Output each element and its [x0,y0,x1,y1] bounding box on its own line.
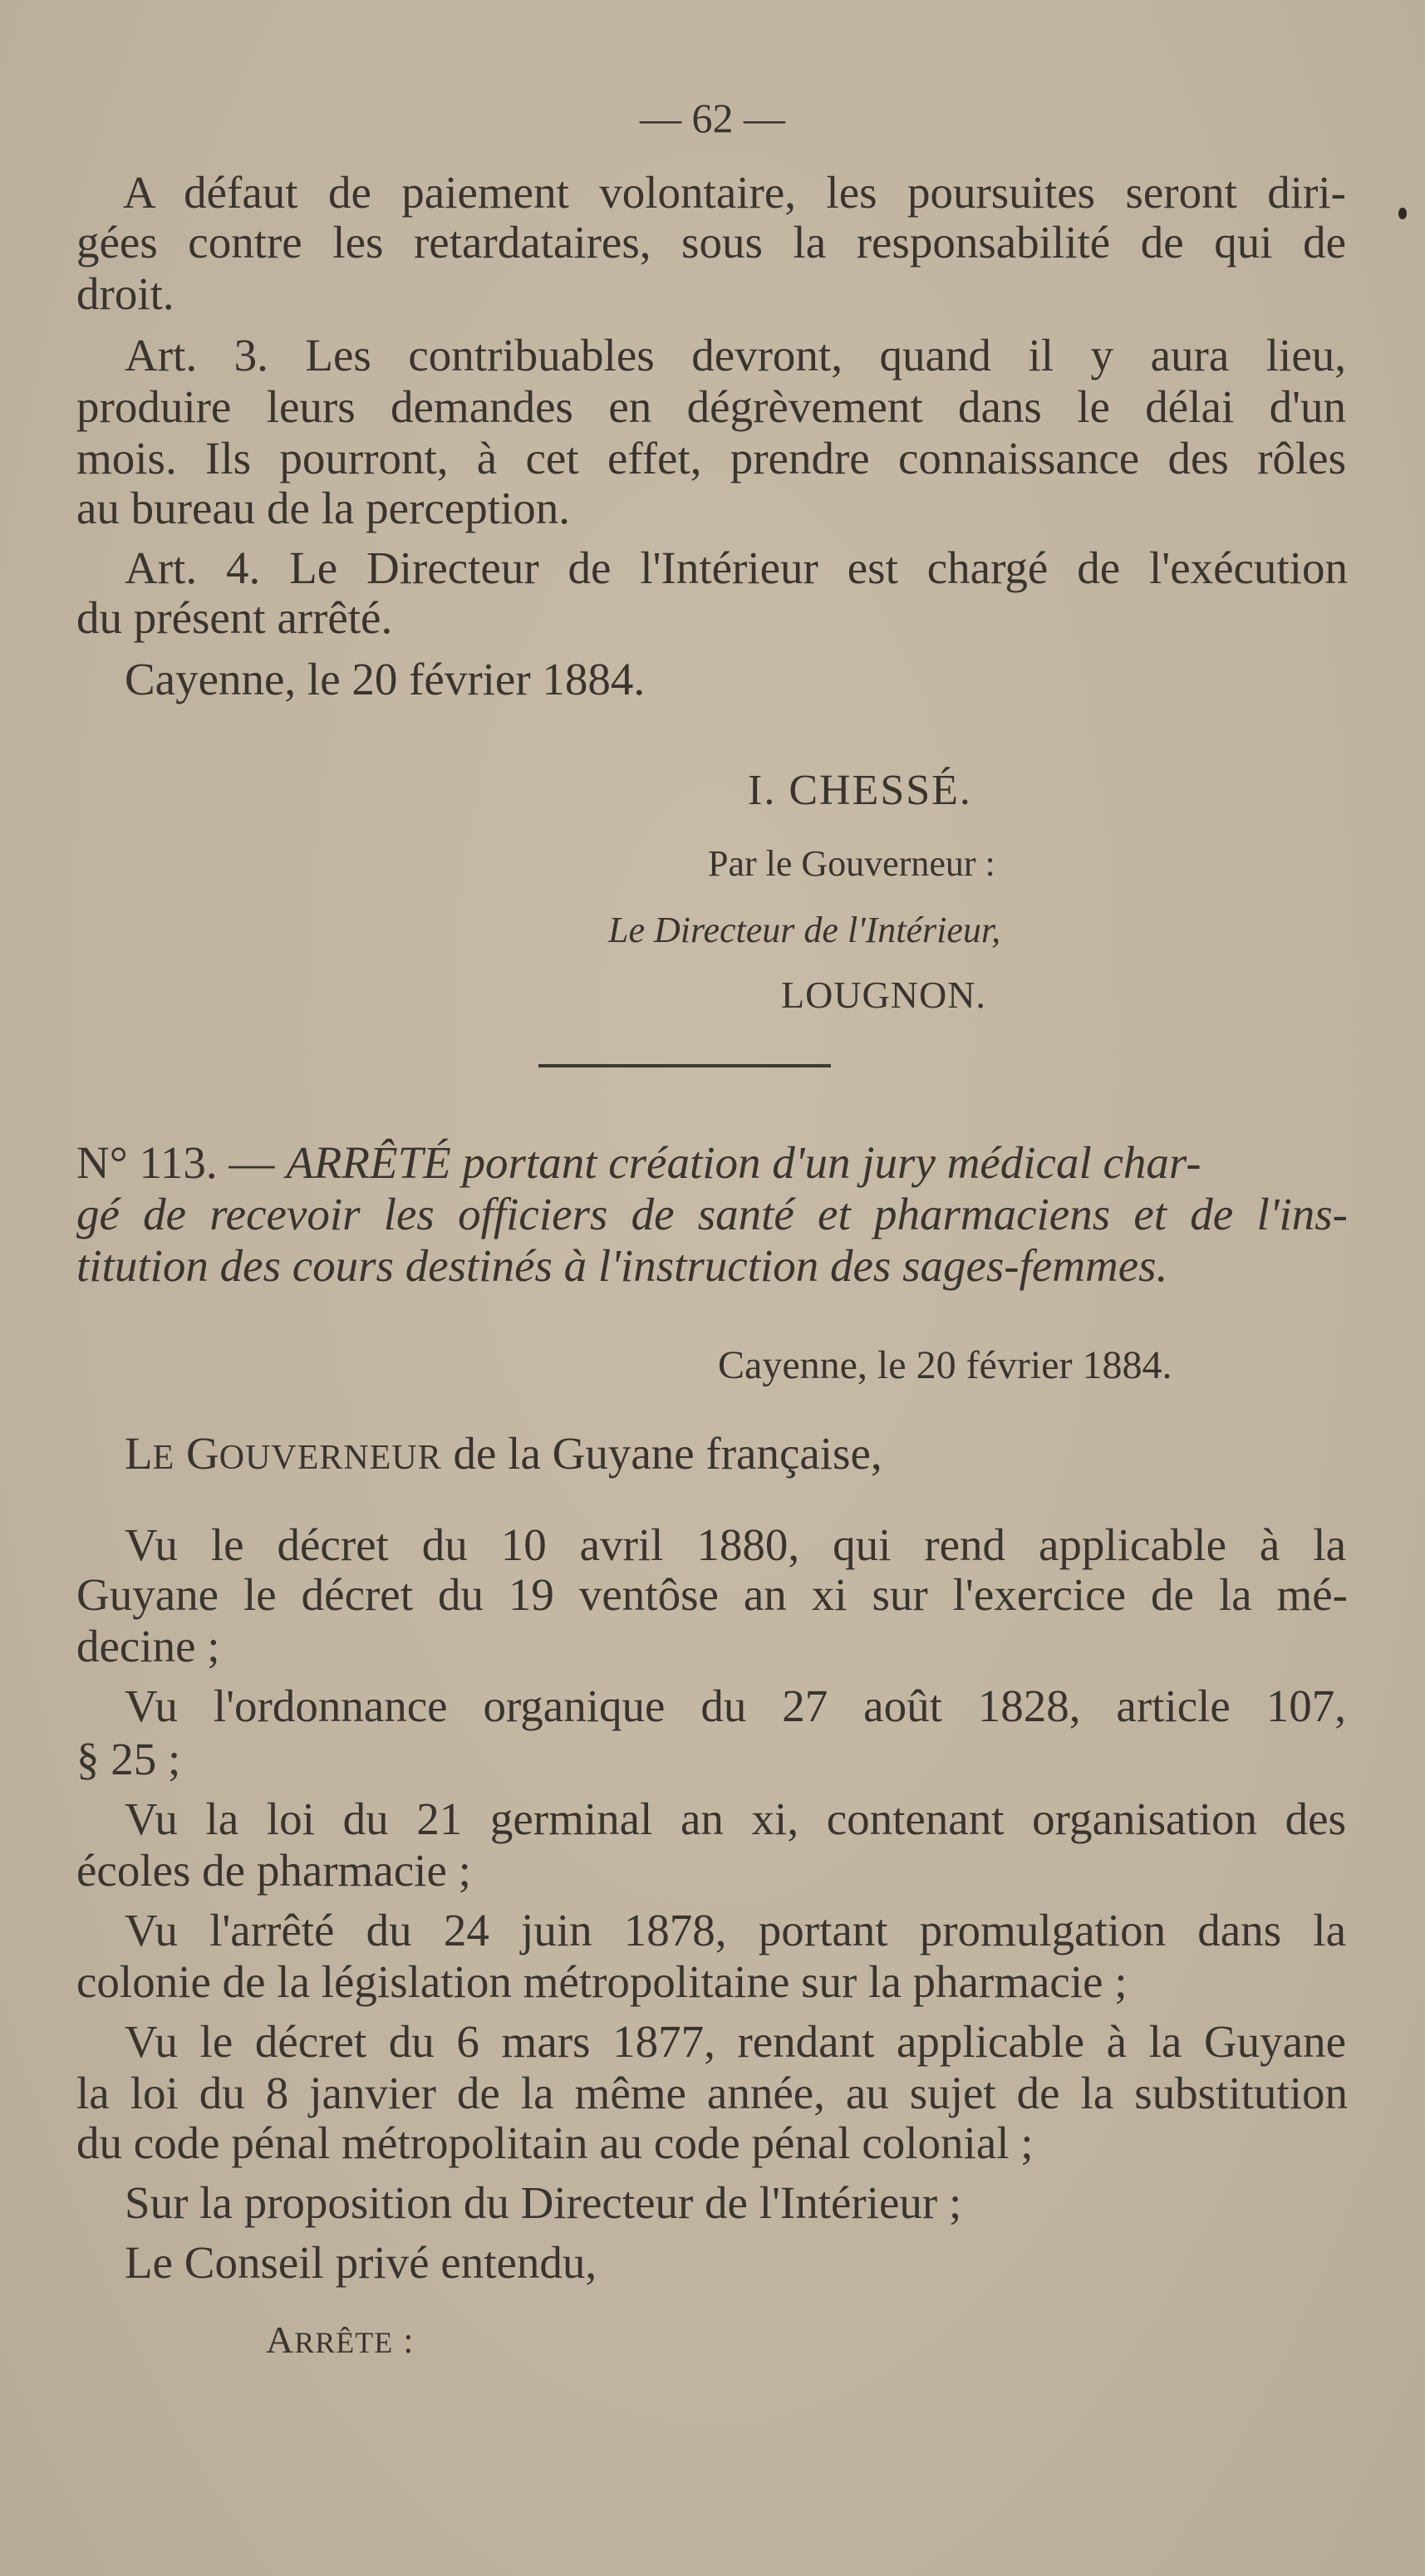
text-line-6: mois. Ils pourront, à cet effet, prendre connaissance des rôles [76,433,1346,483]
body-line-6: Vu la loi du 21 germinal an xi, contenant organisation des [125,1793,1346,1844]
margin-ink-dot [1398,208,1407,219]
arrete-verb-2: RRÊTE [294,2326,394,2359]
signature-name: I. CHESSÉ. [748,767,972,814]
body-line-12: du code pénal métropolitain au code pénal colonial ; [76,2117,1034,2168]
page-number: — 62 — [640,95,785,141]
gov-sc-1: L [125,1428,153,1479]
body-line-11: la loi du 8 janvier de la même année, au sujet de la substitution [76,2068,1348,2118]
text-line-5: produire leurs demandes en dégrèvement dans le délai d'un [76,381,1346,432]
section-divider [538,1064,831,1067]
arrete-verb-1: A [266,2318,295,2361]
body-line-2: Guyane le décret du 19 ventôse an xi sur l'exercice de la mé- [76,1569,1348,1620]
arrete-heading-line-1 [76,1136,1348,1190]
body-line-13: Sur la proposition du Directeur de l'Intérieur ; [125,2177,962,2228]
body-line-8: Vu l'arrêté du 24 juin 1878, portant promulgation dans la [125,1905,1346,1955]
body-line-5: § 25 ; [76,1734,181,1784]
body-line-14: Le Conseil privé entendu, [125,2237,597,2288]
text-line-2: gées contre les retardataires, sous la responsabilité de qui de [76,217,1346,267]
arrete-heading-line-2: gé de recevoir les officiers de santé et pharmaciens et de l'ins- [76,1189,1348,1239]
text-line-4: Art. 3. Les contribuables devront, quand il y aura lieu, [125,330,1346,380]
gov-sc-4: OUVERNEUR [219,1439,442,1477]
arrete-date: Cayenne, le 20 février 1884. [718,1343,1172,1387]
gov-sc-3: G [186,1428,219,1479]
body-line-10: Vu le décret du 6 mars 1877, rendant applicable à la Guyane [125,2016,1346,2067]
text-line-7: au bureau de la perception. [76,483,571,533]
arrete-heading-1: ARRÊTÉ portant création d'un jury médical char- [286,1137,1201,1188]
body-line-1: Vu le décret du 10 avril 1880, qui rend applicable à la [125,1519,1346,1570]
arrete-verb-3: : [393,2320,415,2361]
text-line-9: du présent arrêté. [76,592,393,643]
text-line-10: Cayenne, le 20 février 1884. [125,654,646,704]
text-line-8: Art. 4. Le Directeur de l'Intérieur est chargé de l'exécution [125,542,1348,593]
body-line-3: decine ; [76,1621,220,1671]
arrete-verb [266,2311,414,2369]
gov-sc-2: E [152,1439,175,1477]
signature-title: Le Directeur de l'Intérieur, [608,910,1001,950]
body-line-4: Vu l'ordonnance organique du 27 août 1828, article 107, [125,1681,1346,1731]
text-line-1: A défaut de paiement volontaire, les poursuites seront diri- [123,167,1346,218]
signature-by: Par le Gouverneur : [708,843,995,884]
governor-line [125,1427,882,1484]
body-line-9: colonie de la législation métropolitaine sur la pharmacie ; [76,1956,1128,2007]
arrete-heading-line-3: titution des cours destinés à l'instruction des sages-femmes. [76,1240,1168,1291]
gov-rest: de la Guyane française, [453,1428,882,1479]
body-line-7: écoles de pharmacie ; [76,1845,471,1896]
signature-signer: LOUGNON. [781,974,986,1016]
arrete-number: N° 113. — [76,1137,275,1188]
text-line-3: droit. [76,268,174,319]
